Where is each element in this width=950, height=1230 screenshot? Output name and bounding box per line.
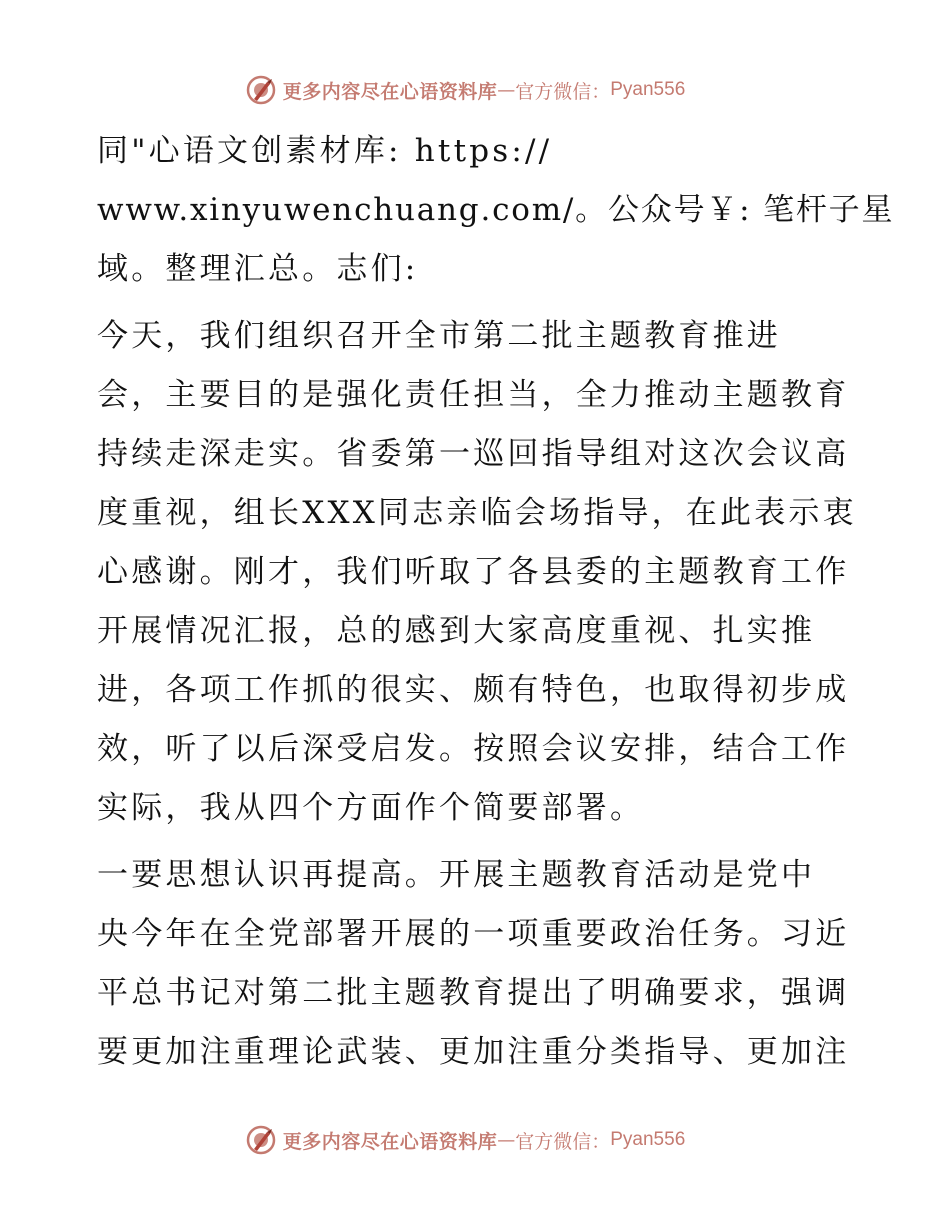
text-line: 度重视，组长XXX同志亲临会场指导，在此表示衷 — [97, 495, 857, 531]
text-line: 域。整理汇总。志们: — [97, 251, 419, 287]
pen-logo-icon — [245, 1124, 277, 1156]
text-line: 平总书记对第二批主题教育提出了明确要求，强调 — [97, 975, 850, 1011]
watermark-main-text: 更多内容尽在心语资料库 — [282, 1130, 498, 1153]
text-line: 开展情况汇报，总的感到大家高度重视、扎实推 — [97, 613, 816, 649]
watermark-separator: — — [497, 1129, 516, 1151]
text-line: 心感谢。刚才，我们听取了各县委的主题教育工作 — [97, 554, 850, 590]
footer-watermark — [0, 1120, 950, 1160]
text-line: 效，听了以后深受启发。按照会议安排，结合工作 — [97, 731, 850, 767]
text-line: 进，各项工作抓的很实、颇有特色，也取得初步成 — [97, 672, 850, 708]
paragraph-intro — [97, 307, 857, 838]
header-watermark — [0, 70, 950, 110]
text-line: 今天，我们组织召开全市第二批主题教育推进 — [97, 318, 781, 354]
text-line: 要更加注重理论武装、更加注重分类指导、更加注 — [97, 1034, 850, 1070]
text-line: 持续走深走实。省委第一巡回指导组对这次会议高 — [97, 436, 850, 472]
watermark-account: Pyan556 — [610, 1129, 686, 1150]
text-line: www.xinyuwenchuang.com/。公众号￥: 笔杆子星 — [97, 192, 895, 228]
text-line: 实际，我从四个方面作个简要部署。 — [97, 790, 645, 826]
watermark-label: 官方微信： — [515, 80, 611, 103]
text-line: 一要思想认识再提高。开展主题教育活动是党中 — [97, 857, 816, 893]
text-line: 会，主要目的是强化责任担当，全力推动主题教育 — [97, 377, 850, 413]
watermark-label: 官方微信： — [515, 1130, 611, 1153]
watermark-account: Pyan556 — [610, 79, 686, 100]
text-line: 央今年在全党部署开展的一项重要政治任务。习近 — [97, 916, 850, 952]
watermark-separator: — — [497, 79, 516, 101]
document-body — [97, 122, 895, 1090]
watermark-main-text: 更多内容尽在心语资料库 — [282, 80, 498, 103]
text-line: 同"心语文创素材库: https:// — [97, 133, 553, 169]
paragraph-source-note — [97, 122, 895, 299]
paragraph-point-one — [97, 846, 857, 1082]
pen-logo-icon — [245, 74, 277, 106]
